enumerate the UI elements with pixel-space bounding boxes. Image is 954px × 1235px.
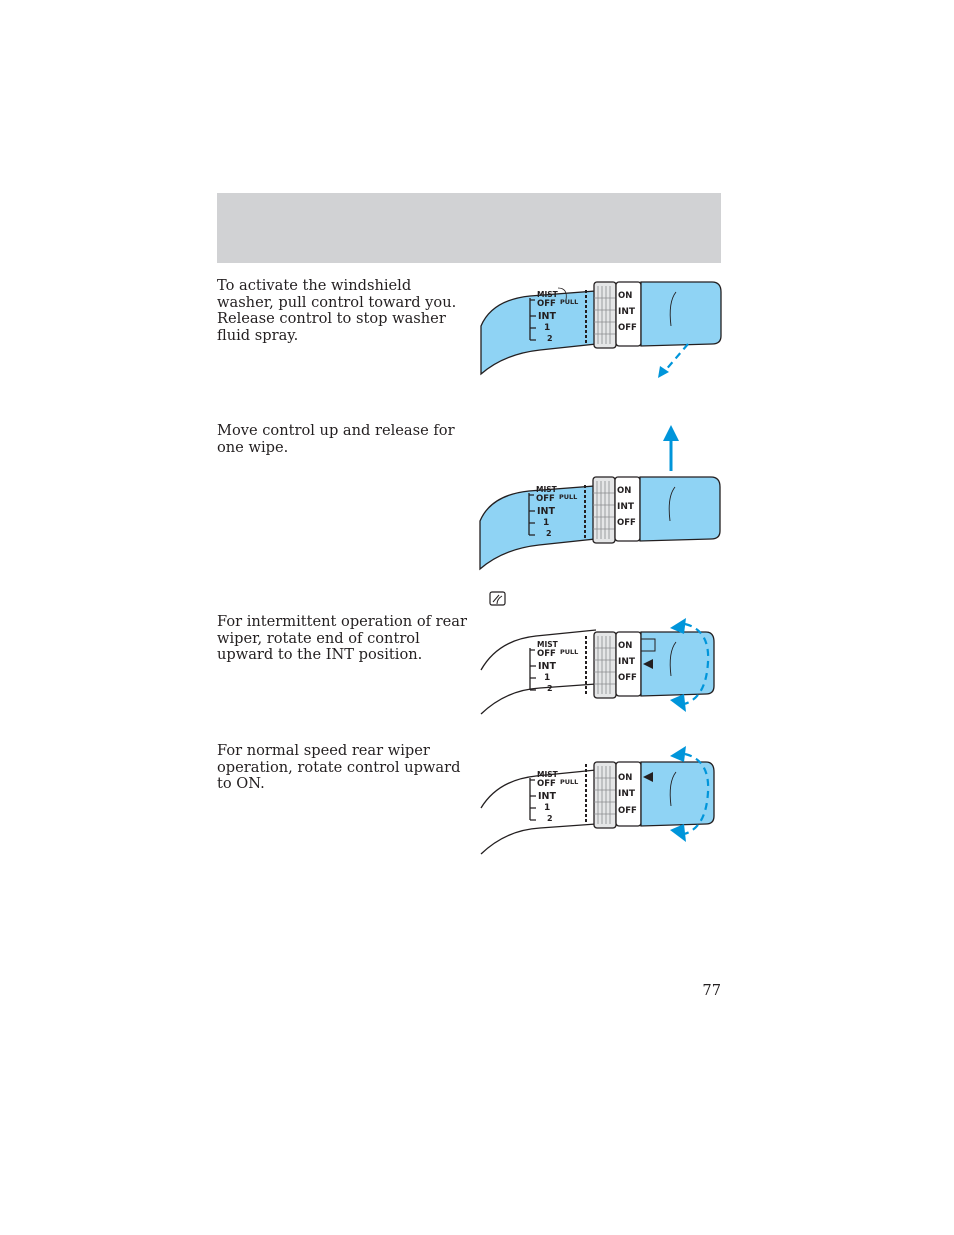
one-wipe-stalk-figure bbox=[478, 423, 724, 571]
rear-off-label: OFF bbox=[618, 673, 637, 683]
label-mist: MIST bbox=[537, 290, 558, 299]
label-speed-2: 2 bbox=[547, 334, 553, 343]
stalk-tip bbox=[640, 477, 720, 541]
rear-int-label: INT bbox=[618, 657, 636, 667]
up-arrow-icon bbox=[663, 425, 679, 471]
pull-arrow-icon bbox=[658, 344, 688, 378]
normal-rear-instruction: For normal speed rear wiper operation, rotate control upward to ON. bbox=[217, 742, 461, 793]
label-int: INT bbox=[538, 311, 556, 322]
rear-off-label: OFF bbox=[618, 323, 637, 333]
rear-on-stalk-figure bbox=[478, 744, 724, 860]
label-speed-1: 1 bbox=[544, 803, 551, 813]
rear-wiper-ring bbox=[616, 762, 641, 826]
rear-on-label: ON bbox=[618, 773, 633, 783]
label-mist: MIST bbox=[537, 640, 558, 649]
label-int: INT bbox=[538, 791, 556, 802]
label-pull: PULL bbox=[560, 298, 579, 306]
label-mist: MIST bbox=[536, 485, 557, 494]
rear-int-label: INT bbox=[618, 307, 636, 317]
rear-wiper-icon bbox=[489, 590, 507, 608]
rear-int-stalk-figure bbox=[478, 612, 724, 716]
label-speed-2: 2 bbox=[547, 684, 553, 693]
label-pull: PULL bbox=[560, 778, 579, 786]
speed-ladder bbox=[530, 770, 578, 823]
label-pull: PULL bbox=[560, 648, 579, 656]
header-band bbox=[217, 193, 721, 263]
rear-int-label: INT bbox=[617, 502, 635, 512]
label-mist: MIST bbox=[537, 770, 558, 779]
speed-ladder bbox=[530, 640, 578, 693]
label-off: OFF bbox=[537, 779, 556, 789]
intermittent-rear-instruction: For intermittent operation of rear wiper, rotate end of control upward to the INT position. bbox=[217, 613, 467, 664]
stalk-tip bbox=[641, 282, 721, 346]
label-speed-1: 1 bbox=[544, 323, 551, 333]
label-pull: PULL bbox=[559, 493, 578, 501]
label-speed-1: 1 bbox=[544, 673, 551, 683]
speed-ring bbox=[586, 632, 616, 698]
label-int: INT bbox=[538, 661, 556, 672]
label-off: OFF bbox=[537, 649, 556, 659]
rear-off-label: OFF bbox=[617, 518, 636, 528]
label-off: OFF bbox=[536, 494, 555, 504]
rear-on-label: ON bbox=[618, 291, 633, 301]
rear-int-label: INT bbox=[618, 789, 636, 799]
washer-stalk-figure bbox=[478, 278, 724, 382]
label-int: INT bbox=[537, 506, 555, 517]
rear-wiper-ring bbox=[616, 632, 641, 696]
page-number: 77 bbox=[702, 982, 721, 999]
label-off: OFF bbox=[537, 299, 556, 309]
label-speed-2: 2 bbox=[546, 529, 552, 538]
label-speed-2: 2 bbox=[547, 814, 553, 823]
rear-on-label: ON bbox=[617, 486, 632, 496]
speed-ring bbox=[586, 762, 616, 828]
rear-on-label: ON bbox=[618, 641, 633, 651]
label-speed-1: 1 bbox=[543, 518, 550, 528]
washer-instruction: To activate the windshield washer, pull control toward you. Release control to stop washer fluid spray. bbox=[217, 277, 457, 344]
rear-off-label: OFF bbox=[618, 806, 637, 816]
one-wipe-instruction: Move control up and release for one wipe. bbox=[217, 422, 455, 456]
